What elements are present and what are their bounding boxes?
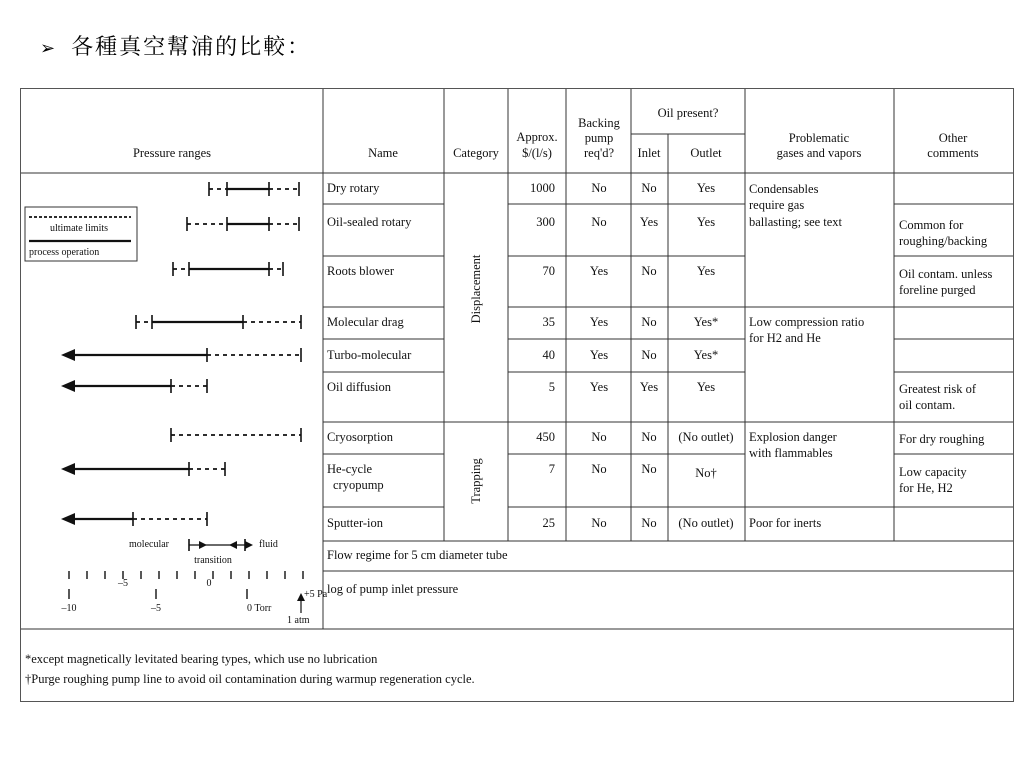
axis-atm-label: 1 atm — [287, 615, 310, 626]
axis-torr-label: 0 Torr — [247, 603, 272, 614]
flow-regime — [129, 539, 508, 566]
log-pressure-axis — [61, 571, 459, 626]
gases-inerts: Poor for inerts — [749, 516, 822, 530]
comment-roughing — [899, 218, 988, 248]
gases-text: require gas — [749, 198, 805, 212]
row-cost: 1000 — [530, 181, 555, 195]
row-outlet: Yes* — [693, 348, 719, 362]
comment-oil-contam — [899, 267, 993, 297]
header-backing-line1: Backing — [578, 116, 620, 130]
row-name-line2: cryopump — [333, 478, 384, 492]
row-name: Molecular drag — [327, 315, 404, 329]
row-name: Turbo-molecular — [327, 348, 412, 362]
range-bar-oil-diffusion — [61, 379, 207, 393]
header-inlet: Inlet — [637, 146, 661, 160]
row-cost: 450 — [536, 430, 555, 444]
flow-transition: transition — [194, 555, 232, 566]
row-name: Oil diffusion — [327, 380, 392, 394]
axis-tick-0-pa: 0 — [206, 578, 212, 589]
row-name: He-cycle — [327, 462, 373, 476]
row-outlet: Yes — [696, 380, 716, 394]
row-cryosorption — [327, 430, 734, 444]
row-cost: 40 — [542, 348, 555, 362]
row-backing: Yes — [589, 264, 609, 278]
comment-text: roughing/backing — [899, 234, 988, 248]
comment-text: Greatest risk of — [899, 382, 977, 396]
header-outlet: Outlet — [690, 146, 722, 160]
row-cost: 25 — [542, 516, 555, 530]
row-he-cycle-cryopump — [327, 462, 717, 492]
gases-text: Low compression ratio — [749, 315, 865, 329]
row-cost: 7 — [548, 462, 555, 476]
row-inlet: Yes — [639, 380, 659, 394]
row-inlet: No — [641, 462, 657, 476]
row-outlet: Yes — [696, 264, 716, 278]
gases-low-compression — [749, 315, 864, 345]
row-inlet: No — [641, 315, 657, 329]
row-name: Cryosorption — [327, 430, 393, 444]
row-outlet: (No outlet) — [678, 516, 734, 530]
row-cost: 300 — [536, 215, 555, 229]
row-cost: 35 — [542, 315, 555, 329]
row-outlet: No† — [695, 466, 717, 480]
comment-greatest-risk — [899, 382, 977, 412]
row-cost: 5 — [548, 380, 555, 394]
row-inlet: Yes — [639, 215, 659, 229]
row-name: Sputter-ion — [327, 516, 383, 530]
row-outlet: Yes* — [693, 315, 719, 329]
header-backing-line3: req'd? — [583, 146, 615, 160]
legend-process-operation: process operation — [29, 247, 100, 258]
gases-text: Explosion danger — [749, 430, 837, 444]
row-inlet: No — [641, 516, 657, 530]
row-sputter-ion — [327, 516, 734, 530]
row-outlet: Yes — [696, 215, 716, 229]
gases-text: ballasting; see text — [749, 215, 843, 229]
legend-ultimate-limits: ultimate limits — [49, 223, 109, 234]
row-outlet: (No outlet) — [678, 430, 734, 444]
axis-caption: log of pump inlet pressure — [327, 582, 459, 596]
header-gases-line1: Problematic — [788, 131, 850, 145]
flow-fluid: fluid — [259, 539, 278, 550]
range-bar-dry-rotary — [209, 182, 299, 196]
range-bar-sputter-ion — [61, 512, 207, 526]
axis-tick-minus5-torr: –5 — [151, 603, 161, 614]
comment-text: Common for — [899, 218, 964, 232]
axis-tick-minus5-pa: –5 — [118, 578, 128, 589]
row-inlet: No — [641, 430, 657, 444]
footnote-1: *except magnetically levitated bearing types, which use no lubrication — [25, 652, 378, 666]
header-cost-line2: $/(l/s) — [522, 146, 552, 160]
header-oil-present: Oil present? — [657, 106, 719, 120]
row-backing: Yes — [589, 315, 609, 329]
row-inlet: No — [641, 348, 657, 362]
comment-text: foreline purged — [899, 283, 976, 297]
gases-explosion — [749, 430, 838, 460]
footnotes — [25, 652, 475, 686]
axis-ticks — [69, 571, 303, 599]
header-other-line1: Other — [938, 131, 968, 145]
row-roots-blower — [327, 264, 715, 278]
row-oil-sealed-rotary — [327, 215, 715, 229]
header-cost-line1: Approx. — [516, 130, 558, 144]
flow-molecular: molecular — [129, 539, 169, 550]
arrow-bullet-icon: ➢ — [40, 38, 58, 59]
row-name: Dry rotary — [327, 181, 380, 195]
table-grid — [21, 89, 1013, 629]
category-trapping: Trapping — [469, 458, 483, 504]
row-inlet: No — [641, 181, 657, 195]
range-bar-he-cycle-cryopump — [61, 462, 225, 476]
range-bar-oil-sealed-rotary — [187, 217, 299, 231]
gases-text: for H2 and He — [749, 331, 821, 345]
header-category: Category — [453, 146, 499, 160]
row-cost: 70 — [542, 264, 555, 278]
comment-dry-roughing: For dry roughing — [899, 432, 985, 446]
row-inlet: No — [641, 264, 657, 278]
comment-text: Low capacity — [899, 465, 967, 479]
row-backing: Yes — [589, 380, 609, 394]
comment-text: oil contam. — [899, 398, 956, 412]
footnote-2: †Purge roughing pump line to avoid oil contamination during warmup regeneration cycle. — [25, 672, 475, 686]
row-backing: No — [591, 430, 607, 444]
row-backing: No — [591, 181, 607, 195]
comment-text: Oil contam. unless — [899, 267, 993, 281]
row-backing: No — [591, 462, 607, 476]
range-legend — [25, 207, 137, 261]
row-backing: No — [591, 516, 607, 530]
axis-tick-minus10: –10 — [61, 603, 77, 614]
row-backing: No — [591, 215, 607, 229]
row-name: Roots blower — [327, 264, 395, 278]
range-bar-molecular-drag — [136, 315, 301, 329]
axis-pa-label: +5 Pa — [304, 589, 328, 600]
row-dry-rotary — [327, 181, 715, 195]
comparison-figure — [20, 88, 1014, 702]
row-molecular-drag — [327, 315, 718, 329]
comment-text: for He, H2 — [899, 481, 953, 495]
comparison-table — [21, 89, 1013, 701]
range-bar-cryosorption — [171, 428, 301, 442]
row-turbo-molecular — [327, 348, 718, 362]
header-other-line2: comments — [927, 146, 979, 160]
gases-text: Condensables — [749, 182, 819, 196]
header-backing-line2: pump — [584, 131, 614, 145]
range-bar-turbo-molecular — [61, 348, 301, 362]
gases-text: with flammables — [749, 446, 833, 460]
row-name: Oil-sealed rotary — [327, 215, 412, 229]
row-backing: Yes — [589, 348, 609, 362]
header-gases-line2: gases and vapors — [776, 146, 862, 160]
gases-condensables — [749, 182, 843, 229]
row-oil-diffusion — [327, 380, 715, 394]
flow-caption: Flow regime for 5 cm diameter tube — [327, 548, 508, 562]
header-pressure-ranges: Pressure ranges — [132, 146, 212, 160]
category-displacement: Displacement — [469, 254, 483, 324]
comment-low-capacity — [899, 465, 967, 495]
slide-title — [40, 30, 311, 61]
row-outlet: Yes — [696, 181, 716, 195]
range-bar-roots-blower — [173, 262, 283, 276]
header-name: Name — [368, 146, 398, 160]
slide-title-text: 各種真空幫浦的比較： — [71, 35, 312, 60]
